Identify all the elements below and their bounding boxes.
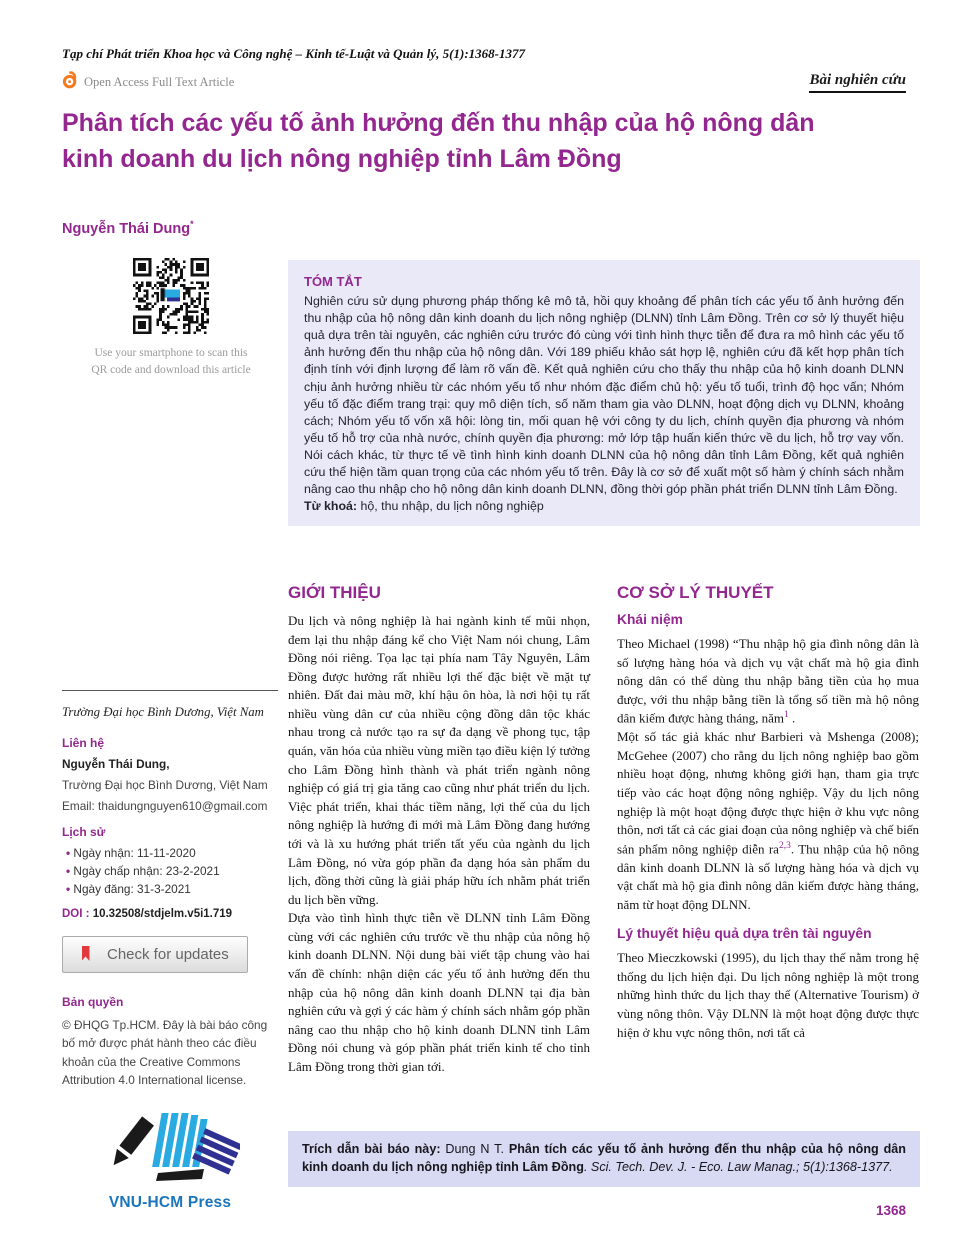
citation-journal: . Sci. Tech. Dev. J. - Eco. Law Manag.; 5(1):1368-1377. — [583, 1159, 893, 1174]
contact-name: Nguyễn Thái Dung, — [62, 757, 170, 771]
open-access-lock-icon — [62, 70, 79, 94]
keywords-label: Từ khoá: — [304, 499, 358, 514]
contact-affiliation: Trường Đại học Bình Dương, Việt Nam — [62, 778, 268, 792]
open-access-row — [62, 70, 234, 94]
theory-subheading-1: Khái niệm — [617, 612, 683, 627]
abstract-body: Nghiên cứu sử dụng phương pháp thống kê mô tả, hồi quy khoảng để phân tích các yếu tố ảnh hưởng đến thu nhập của hộ nông dân kinh doanh du lịch nông nghiệp (DLNN) tỉnh Lâm Đồng. Trên cơ sở lý thuyết hiệu quả dựa trên tài nguyên, các nghiên cứu trước đó cùng với tình hình thực tiễn để đưa ra mô hình các yếu tố ảnh hưởng đến thu nhập của hộ nông dân. Với 189 phiếu khảo sát hợp lệ, nghiên cứu đã kết hợp phân tích định tính với định lượng để làm rõ vấn đề. Kết quả nghiên cứu cho thấy thu nhập của hộ kinh doanh DLNN chịu ảnh hưởng nhiều từ các nhóm yếu tố như nhóm đặc điểm chủ hộ: yếu tố tuổi, trình độ học vấn; Nhóm yếu tố đặc điểm trang trại: quy mô diện tích, số năm tham gia vào DLNN, hoạt động dịch vụ DLNN, khoảng cách; Nhóm yếu tố vốn xã hội: lòng tin, mối quan hệ với công ty du lịch, chính quyền địa phương và nhóm yếu tố hỗ trợ của nhà nước, chính quyền địa phương: mở lớp tập huấn kiến thức về du lịch, hỗ trợ vay vốn. Nói cách khác, từ thực tế về tình hình kinh doanh DLNN của hộ nông dân tỉnh Lâm Đồng, kết quả nghiên cứu thể hiện tầm quan trọng của các nhóm yếu tố trên. Đây là cơ sở để xuất một số hàm ý chính sách nhằm nâng cao thu nhập cho hộ nông dân kinh doanh DLNN, đồng thời góp phần phát triển DLNN tỉnh Lâm Đồng. — [304, 294, 904, 497]
doi-line — [62, 908, 278, 920]
reference-link-1[interactable]: 1 — [784, 710, 789, 721]
abstract-box — [288, 260, 920, 526]
column-theory — [617, 583, 919, 1076]
page-number: 1368 — [875, 1203, 906, 1218]
citation-label: Trích dẫn bài báo này: — [302, 1142, 441, 1156]
vnu-hcm-press-logo-icon — [100, 1111, 240, 1189]
article-type-label: Bài nghiên cứu — [809, 72, 906, 93]
intro-heading: GIỚI THIỆU — [288, 583, 381, 602]
intro-paragraph-1: Du lịch và nông nghiệp là hai ngành kinh tế mũi nhọn, đem lại thu nhập đáng kể cho Việt Nam nói chung, Lâm Đồng nói riêng. Tọa lạc tại phía nam Tây Nguyên, Lâm Đồng được hưởng rất nhiều lợi thế đặc biệt về mặt tự nhiên. Đất đai màu mỡ, khí hậu ôn hòa, là nơi hội tụ rất nhiều vùng dân cư của nhiều cộng đồng dân tộc khác nhau trong cả nước tạo ra sự đa dạng về phong tục, tập quán, văn hóa của nhiều vùng miền tạo điều kiện lý tưởng cho Lâm Đồng hình thành và phát triển ngành nông nghiệp có giá trị gia tăng cao cũng như phát triển du lịch. Việc phát triển, khai thác tiềm năng, lợi thế của du lịch nông nghiệp là hướng đi mới mà Lâm Đồng đang hướng tới và là xu hướng phát triển tất yếu của ngành du lịch Lâm Đồng, nó vừa góp phần đa dạng hóa sản phẩm du lịch, đồng thời cũng là giải pháp hữu ích nhằm phát triển du lịch bền vững. — [288, 613, 591, 907]
qr-caption: Use your smartphone to scan this QR code and download this article — [91, 347, 251, 376]
copyright-heading: Bản quyền — [62, 995, 124, 1009]
doi-label: DOI : — [62, 908, 90, 920]
qr-block — [64, 258, 278, 378]
theory-paragraph-2: Một số tác giả khác như Barbieri và Mshenga (2008); McGehee (2007) cho rằng du lịch nông nghiệp bao gồm nhiều hoạt động, nhưng không giới hạn, tham gia trực tiếp vào các hoạt động nông nghiệp. Vậy du lịch nông nghiệp là một hoạt động được thực hiện ở khu vực nông thôn, nơi tất cả các giai đoạn của nông nghiệp và chế biến sản phẩm nông nghiệp diễn ra$^{2,3}$. Thu nhập của hộ nông dân kinh doanh DLNN là số lượng hàng hóa và dịch vụ vật chất mà hộ gia đình nông dân kiếm được hàng tháng, năm từ hoạt động DLNN. — [617, 729, 919, 912]
column-introduction — [288, 583, 590, 1076]
left-sidebar — [62, 690, 278, 1212]
author-name: Nguyễn Thái Dung* — [62, 219, 194, 237]
history-item-published: • Ngày đăng: 31-3-2021 — [66, 882, 278, 896]
theory-paragraph-1: Theo Michael (1998) “Thu nhập hộ gia đình nông dân là số lượng hàng hóa và dịch vụ vật chất mà hộ gia đình nông dân có thể dùng thu nhập bằng tiền của họ mua được, với thu nhập bằng tiền là tổng số tiền mà hộ nông dân kiếm được hàng tháng, năm$^1$ . — [617, 636, 919, 726]
copyright-body: © ĐHQG Tp.HCM. Đây là bài báo công bố mở được phát hành theo các điều khoản của the Creative Commons Attribution 4.0 International license. — [62, 1018, 268, 1087]
contact-email[interactable]: Email: thaidungnguyen610@gmail.com — [62, 799, 268, 813]
sidebar-divider — [62, 690, 278, 691]
doi-value[interactable]: 10.32508/stdjelm.v5i1.719 — [92, 908, 233, 920]
affiliation: Trường Đại học Bình Dương, Việt Nam — [62, 705, 264, 719]
qr-code — [133, 258, 209, 334]
page-title — [62, 106, 882, 177]
reference-link-2-3[interactable]: 2,3 — [778, 840, 791, 851]
history-heading: Lịch sử — [62, 825, 106, 839]
intro-paragraph-2: Dựa vào tình hình thực tiễn về DLNN tỉnh Lâm Đồng cùng với các nghiên cứu trước về thu nhập của nông hộ kinh doanh DLNN. Nội dung bài viết tập chung vào hai vấn đề chính: nhận diện các yếu tố ảnh hưởng đến thu nhập của hộ nông dân kinh doanh DLNN tại địa bàn nghiên cứu và gợi ý các hàm ý chính sách nhằm góp phần nâng cao thu nhập cho hộ kinh doanh DLNN tỉnh Lâm Đồng nói chung và góp phần phát triển kinh tế cho tỉnh Lâm Đồng trong thời gian tới. — [288, 910, 590, 1074]
history-list — [66, 846, 278, 896]
theory-heading: CƠ SỞ LÝ THUYẾT — [617, 583, 774, 602]
theory-paragraph-3: Theo Mieczkowski (1995), du lịch thay thế nằm trong hệ thống du lịch hiện đại. Du lịch nông nghiệp là một trong những hình thức du lịch thay thế (Alternative Tourism) ở vùng nông thôn. Vậy DLNN là một hoạt động được thực hiện ở khu vực nông thôn, nơi tất cả — [617, 950, 919, 1040]
press-name: VNU-HCM Press — [108, 1194, 232, 1212]
open-access-label: Open Access Full Text Article — [84, 74, 235, 89]
title-line-1: Phân tích các yếu tố ảnh hưởng đến thu nhập của hộ nông dân — [62, 109, 815, 137]
theory-subheading-2: Lý thuyết hiệu quả dựa trên tài nguyên — [617, 926, 872, 942]
press-logo-block — [62, 1111, 278, 1212]
citation-authors: Dung N T. — [440, 1142, 509, 1156]
journal-header-line: Tạp chí Phát triển Khoa học và Công nghệ – Kinh tế-Luật và Quản lý, 5(1):1368-1377 — [62, 46, 525, 61]
main-content — [288, 583, 920, 1076]
history-item-received: • Ngày nhận: 11-11-2020 — [66, 846, 278, 860]
title-line-2: kinh doanh du lịch nông nghiệp tỉnh Lâm Đồng — [62, 144, 622, 173]
keywords-value: hộ, thu nhập, du lịch nông nghiệp — [357, 499, 544, 514]
history-item-accepted: • Ngày chấp nhận: 23-2-2021 — [66, 864, 278, 878]
abstract-heading: TÓM TẮT — [304, 274, 362, 289]
keywords-line — [304, 499, 904, 513]
citation-title: Phân tích các yếu tố ảnh hưởng đến thu nhập của hộ nông dân kinh doanh du lịch nông nghiệp tỉnh Lâm Đồng — [302, 1142, 906, 1174]
check-for-updates-label: Check for updates — [107, 946, 229, 963]
contact-heading: Liên hệ — [62, 736, 105, 750]
citation-box — [288, 1131, 920, 1187]
crossmark-icon — [73, 942, 98, 967]
corresponding-author-marker: * — [190, 219, 194, 229]
check-for-updates-button[interactable] — [62, 936, 248, 973]
